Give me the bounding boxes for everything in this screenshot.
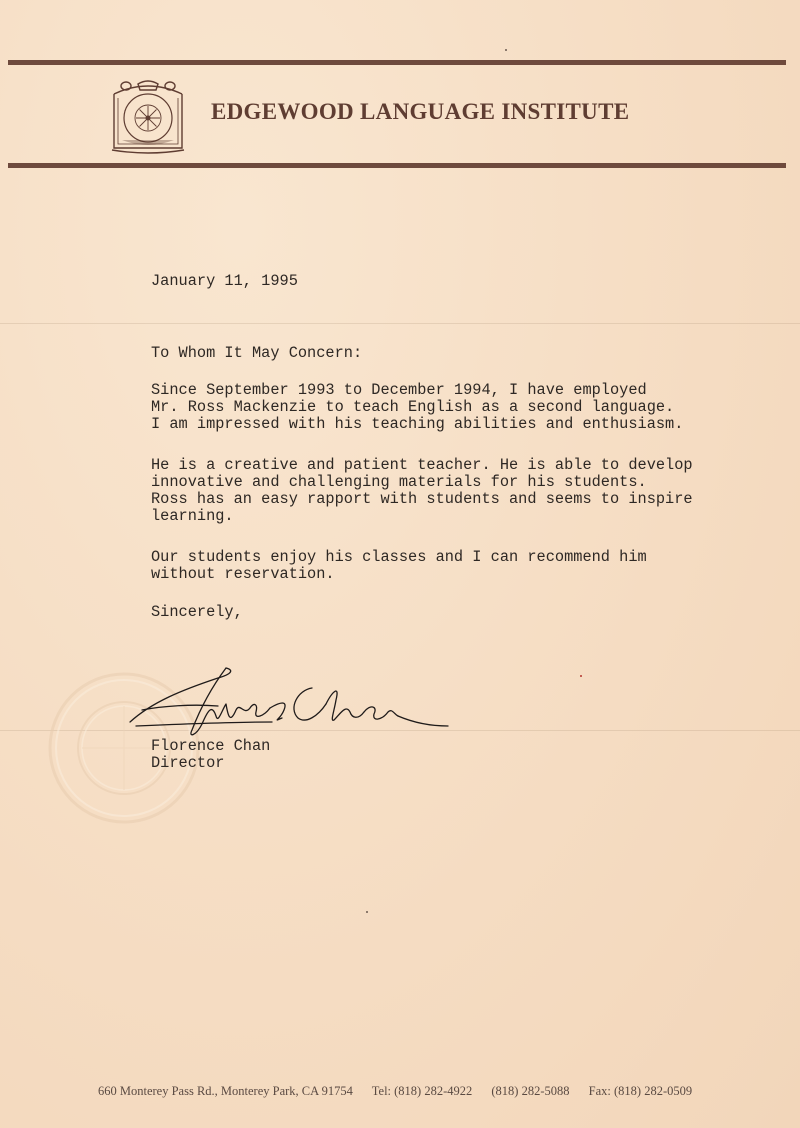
letter-paragraph-2: He is a creative and patient teacher. He is able to develop innovative and challenging materials for his students. Ross has an easy rapport with students and seems to inspire learning. xyxy=(151,456,693,525)
letter-paragraph-3: Our students enjoy his classes and I can recommend him without reservation. xyxy=(151,548,647,583)
letter-date: January 11, 1995 xyxy=(151,272,298,290)
handwritten-signature xyxy=(122,664,452,748)
footer-address: 660 Monterey Pass Rd., Monterey Park, CA 91754 xyxy=(98,1084,353,1098)
institute-name: EDGEWOOD LANGUAGE INSTITUTE xyxy=(211,99,630,124)
paper-speck xyxy=(505,49,507,51)
letter-salutation: To Whom It May Concern: xyxy=(151,344,363,362)
paper-speck xyxy=(580,675,582,677)
letter-closing: Sincerely, xyxy=(151,603,243,621)
letterhead-top-rule xyxy=(8,60,786,65)
institute-logo xyxy=(108,76,188,154)
footer-tel-2: (818) 282-5088 xyxy=(491,1084,570,1098)
paper-fold-top xyxy=(0,323,800,324)
letter-paragraph-1: Since September 1993 to December 1994, I have employed Mr. Ross Mackenzie to teach English as a second language. I am impressed with his teaching abilities and enthusiasm. xyxy=(151,381,684,433)
signer-name: Florence Chan xyxy=(151,737,271,755)
footer-tel: Tel: (818) 282-4922 xyxy=(371,1084,473,1098)
letterhead-bottom-rule xyxy=(8,163,786,168)
footer-fax: Fax: (818) 282-0509 xyxy=(588,1084,693,1098)
paper-speck xyxy=(366,911,368,913)
signer-title: Director xyxy=(151,754,225,772)
letterhead-footer xyxy=(98,1084,708,1099)
